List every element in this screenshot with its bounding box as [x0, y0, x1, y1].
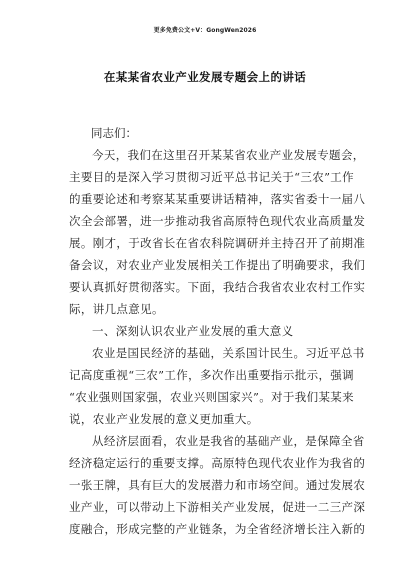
- paragraph-line: 一张王牌，具有巨大的发展潜力和市场空间。通过发展农: [69, 478, 366, 492]
- paragraph-3: [69, 430, 366, 540]
- paragraph-1: [69, 144, 366, 320]
- paragraph-line: 经济稳定运行的重要支撑。高原特色现代农业作为我省的: [69, 456, 366, 470]
- document-body: [69, 122, 366, 540]
- document-title: 在某某省农业产业发展专题会上的讲话: [103, 70, 307, 84]
- paragraph-line: 今天，我们在这里召开某某省农业产业发展专题会，: [92, 148, 365, 162]
- paragraph-line: 业产业，可以带动上下游相关产业发展，促进一二三产深: [69, 500, 366, 514]
- salutation: 同志们：: [91, 126, 137, 140]
- paragraph-line: 际，讲几点意见。: [69, 302, 164, 316]
- paragraph-line: 要认真抓好贯彻落实。下面，我结合我省农业农村工作实: [69, 280, 366, 294]
- paragraph-line: 农业是国民经济的基础，关系国计民生。习近平总书: [92, 346, 365, 360]
- paragraph-2: [69, 342, 365, 430]
- section-heading: 一、深刻认识农业产业发展的重大意义: [92, 324, 294, 338]
- paragraph-line: 度融合，形成完整的产业链条，为全省经济增长注入新的: [69, 522, 366, 536]
- paragraph-line: 次全会部署，进一步推动我省高原特色现代农业高质量发: [69, 214, 366, 228]
- paragraph-line: 备会议，对农业产业发展相关工作提出了明确要求，我们: [69, 258, 366, 272]
- paragraph-line: 展。刚才，于改省长在省农科院调研并主持召开了前期准: [69, 236, 366, 250]
- paragraph-line: 主要目的是深入学习贯彻习近平总书记关于“三农”工作: [69, 170, 355, 184]
- paragraph-line: 的重要论述和考察某某重要讲话精神，落实省委十一届八: [69, 192, 366, 206]
- paragraph-line: 记高度重视“三农”工作，多次作出重要指示批示，强调: [69, 368, 355, 382]
- header-note: 更多免费公文+V：GongWen2026: [153, 27, 257, 34]
- paragraph-line: “农业强则国家强，农业兴则国家兴”。对于我们某某来: [69, 390, 355, 404]
- paragraph-line: 从经济层面看，农业是我省的基础产业，是保障全省: [92, 434, 365, 448]
- paragraph-line: 说，农业产业发展的意义更加重大。: [69, 412, 259, 426]
